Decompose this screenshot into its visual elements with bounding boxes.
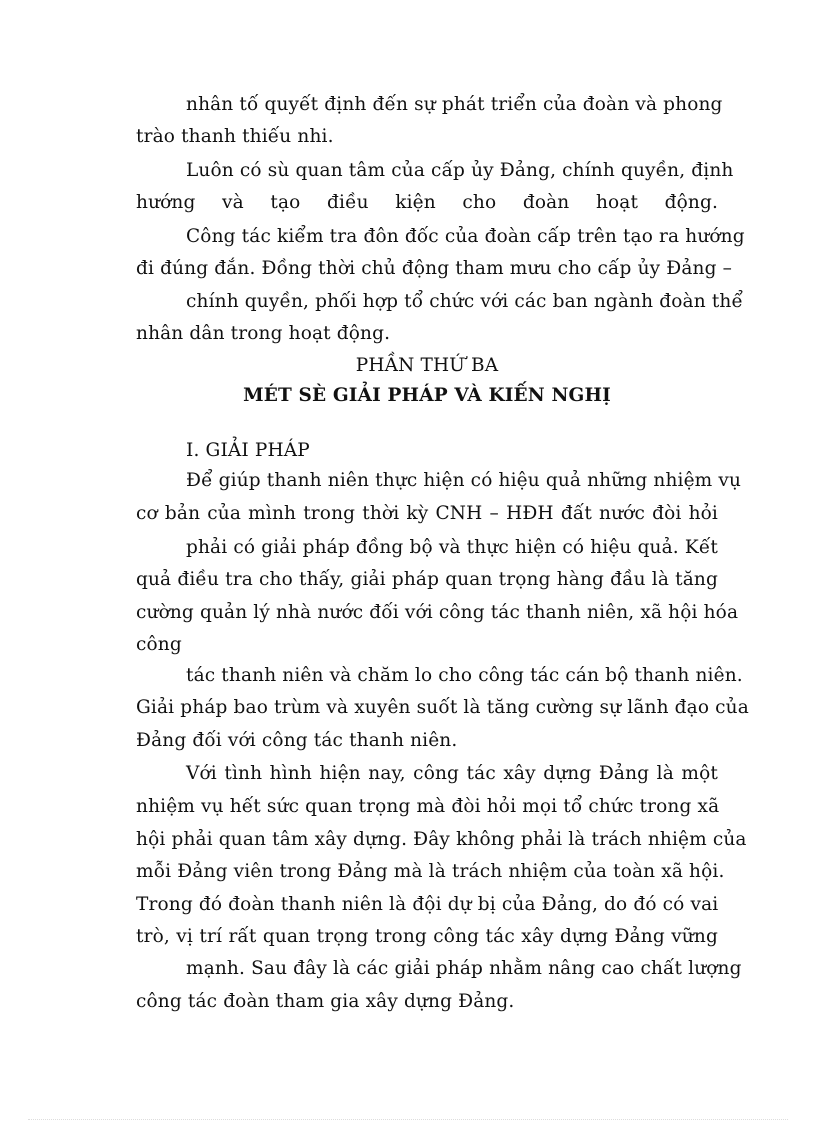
paragraph-line: mỗi Đảng viên trong Đảng mà là trách nhiệm của toàn xã hội. xyxy=(136,861,725,882)
subsection-heading: I. GIẢI PHÁP xyxy=(186,440,310,461)
paragraph-line: công xyxy=(136,634,182,655)
paragraph-line: phải có giải pháp đồng bộ và thực hiện có hiệu quả. Kết xyxy=(186,537,718,558)
paragraph-line: Giải pháp bao trùm và xuyên suốt là tăng cường sự lãnh đạo của xyxy=(136,697,749,718)
paragraph-line: cường quản lý nhà nước đối với công tác thanh niên, xã hội hóa xyxy=(136,602,739,623)
paragraph-line: trào thanh thiếu nhi. xyxy=(136,126,334,147)
paragraph-line: đi đúng đắn. Đồng thời chủ động tham mưu cho cấp ủy Đảng – xyxy=(136,258,733,279)
paragraph-line: cơ bản của mình trong thời kỳ CNH – HĐH đất nước đòi hỏi xyxy=(136,503,718,524)
paragraph-line: nhân dân trong hoạt động. xyxy=(136,323,391,344)
paragraph-line: Đảng đối với công tác thanh niên. xyxy=(136,730,458,751)
section-title: PHẦN THỨ BA xyxy=(355,355,499,376)
section-subtitle: MÉT SÈ GIẢI PHÁP VÀ KIẾN NGHỊ xyxy=(243,385,611,406)
paragraph-line: chính quyền, phối hợp tổ chức với các ban ngành đoàn thể xyxy=(186,291,744,312)
paragraph-line: Luôn có sù quan tâm của cấp ủy Đảng, chính quyền, định xyxy=(186,160,734,181)
paragraph-line: hướng và tạo điều kiện cho đoàn hoạt động. xyxy=(136,192,718,213)
paragraph-line: Công tác kiểm tra đôn đốc của đoàn cấp trên tạo ra hướng xyxy=(186,226,745,247)
paragraph-line: nhân tố quyết định đến sự phát triển của đoàn và phong xyxy=(186,94,723,115)
page-bottom-rule xyxy=(28,1119,788,1120)
paragraph-line: công tác đoàn tham gia xây dựng Đảng. xyxy=(136,991,515,1012)
paragraph-line: Với tình hình hiện nay, công tác xây dựng Đảng là một xyxy=(186,763,718,784)
paragraph-line: Trong đó đoàn thanh niên là đội dự bị của Đảng, do đó có vai xyxy=(136,894,719,915)
paragraph-line: quả điều tra cho thấy, giải pháp quan trọng hàng đầu là tăng xyxy=(136,569,718,590)
paragraph-line: tác thanh niên và chăm lo cho công tác cán bộ thanh niên. xyxy=(186,665,743,686)
paragraph-line: mạnh. Sau đây là các giải pháp nhằm nâng cao chất lượng xyxy=(186,958,742,979)
paragraph-line: hội phải quan tâm xây dựng. Đây không phải là trách nhiệm của xyxy=(136,829,747,850)
paragraph-line: nhiệm vụ hết sức quan trọng mà đòi hỏi mọi tổ chức trong xã xyxy=(136,796,720,817)
paragraph-line: trò, vị trí rất quan trọng trong công tác xây dựng Đảng vững xyxy=(136,926,718,947)
paragraph-line: Để giúp thanh niên thực hiện có hiệu quả những nhiệm vụ xyxy=(186,470,742,491)
